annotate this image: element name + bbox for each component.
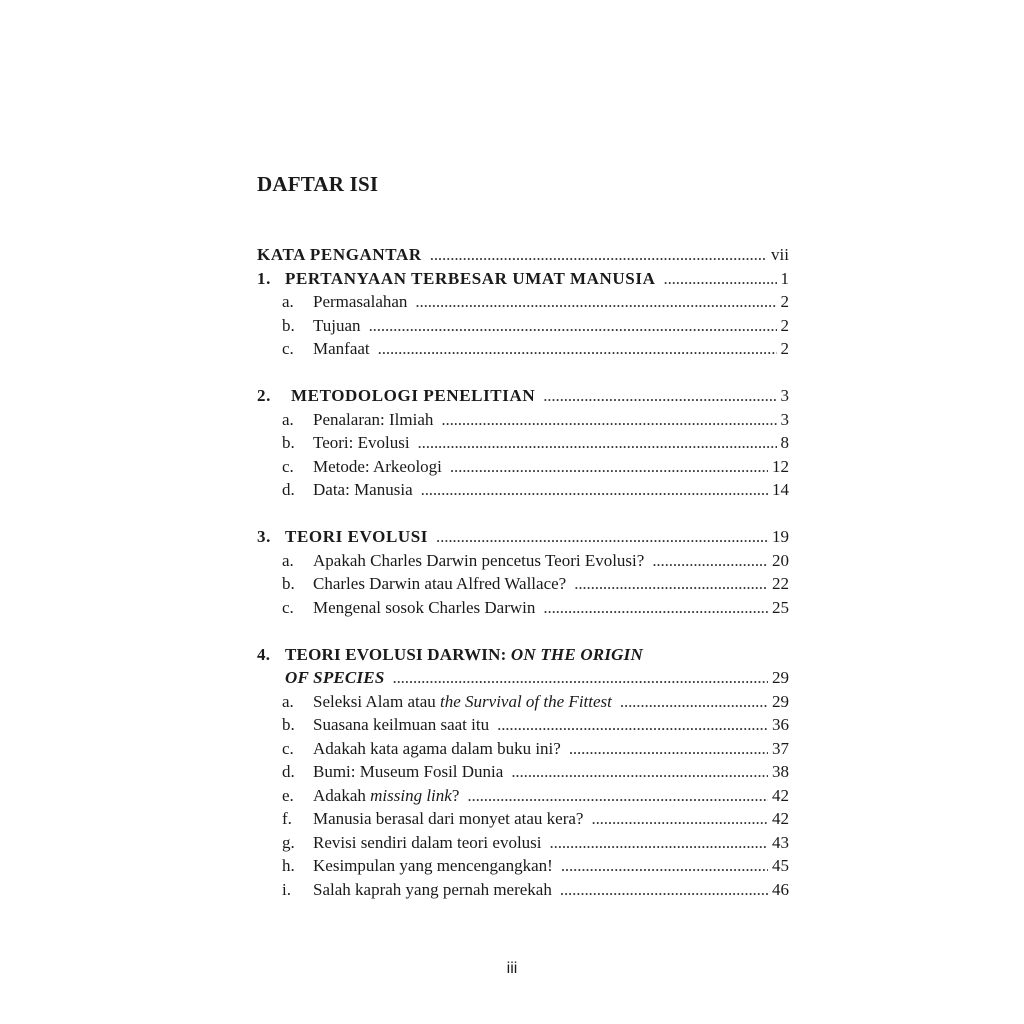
dot-leader bbox=[436, 527, 768, 547]
toc-chapter-2[interactable] bbox=[257, 386, 789, 410]
toc-page-number: 3 bbox=[780, 409, 789, 429]
toc-entry-label-italic: OF SPECIES bbox=[285, 668, 385, 687]
toc-page-number: 42 bbox=[772, 809, 789, 828]
table-of-contents bbox=[257, 245, 789, 903]
toc-page-number: 38 bbox=[772, 762, 789, 781]
dot-leader bbox=[369, 316, 777, 336]
subentry-letter: c. bbox=[282, 456, 294, 476]
toc-subentry[interactable] bbox=[257, 762, 789, 786]
section-spacer bbox=[257, 621, 789, 645]
toc-entry-label: Apakah Charles Darwin pencetus Teori Evolusi? bbox=[313, 550, 645, 570]
chapter-number: 2. bbox=[257, 386, 271, 405]
subentry-letter: c. bbox=[282, 339, 294, 358]
dot-leader bbox=[543, 598, 768, 618]
toc-entry-label: Charles Darwin atau Alfred Wallace? bbox=[313, 574, 567, 593]
toc-subentry[interactable] bbox=[257, 715, 789, 739]
toc-entry-label: Mengenal sosok Charles Darwin bbox=[313, 597, 536, 617]
dot-leader bbox=[560, 880, 768, 900]
page-title: DAFTAR ISI bbox=[257, 172, 379, 196]
toc-page-number: 29 bbox=[772, 691, 789, 711]
toc-subentry[interactable] bbox=[257, 833, 789, 857]
toc-subentry[interactable] bbox=[257, 692, 789, 716]
toc-subentry[interactable] bbox=[257, 457, 789, 481]
page-number-footer: iii bbox=[506, 960, 518, 977]
toc-subentry[interactable] bbox=[257, 786, 789, 810]
toc-page-number: 42 bbox=[772, 785, 789, 805]
toc-page-number: 37 bbox=[772, 738, 789, 758]
dot-leader bbox=[663, 269, 776, 289]
toc-chapter-4[interactable] bbox=[257, 645, 789, 669]
toc-subentry[interactable] bbox=[257, 574, 789, 598]
subentry-letter: h. bbox=[282, 856, 295, 875]
toc-entry-label: Metode: Arkeologi bbox=[313, 456, 442, 476]
toc-subentry[interactable] bbox=[257, 856, 789, 880]
toc-subentry[interactable] bbox=[257, 339, 789, 363]
toc-subentry[interactable] bbox=[257, 809, 789, 833]
dot-leader bbox=[569, 739, 768, 759]
subentry-letter: i. bbox=[282, 879, 291, 899]
toc-entry-label: Manfaat bbox=[313, 339, 370, 358]
toc-entry-label: Suasana keilmuan saat itu bbox=[313, 715, 490, 734]
chapter-number: 3. bbox=[257, 527, 271, 546]
toc-entry-label: KATA PENGANTAR bbox=[257, 245, 422, 264]
toc-entry-label-roman: Adakah bbox=[313, 785, 371, 805]
toc-page-number: 43 bbox=[772, 832, 789, 852]
toc-page-number: vii bbox=[771, 245, 789, 264]
dot-leader bbox=[652, 551, 768, 571]
toc-page-number: 8 bbox=[780, 433, 789, 452]
toc-page-number: 19 bbox=[772, 527, 789, 546]
subentry-letter: d. bbox=[282, 762, 295, 781]
toc-subentry[interactable] bbox=[257, 480, 789, 504]
subentry-letter: a. bbox=[282, 691, 294, 711]
subentry-letter: b. bbox=[282, 574, 295, 593]
toc-entry-label: Salah kaprah yang pernah merekah bbox=[313, 879, 552, 899]
dot-leader bbox=[497, 715, 768, 735]
dot-leader bbox=[550, 833, 768, 853]
toc-page-number: 22 bbox=[772, 574, 789, 593]
subentry-letter: b. bbox=[282, 433, 295, 452]
toc-chapter-3[interactable] bbox=[257, 527, 789, 551]
toc-subentry[interactable] bbox=[257, 551, 789, 575]
toc-page-number: 14 bbox=[772, 480, 789, 499]
chapter-number: 4. bbox=[257, 644, 271, 664]
toc-subentry[interactable] bbox=[257, 598, 789, 622]
toc-entry-label-roman: TEORI EVOLUSI DARWIN: bbox=[285, 644, 511, 664]
toc-subentry[interactable] bbox=[257, 880, 789, 904]
subentry-letter: g. bbox=[282, 832, 295, 852]
dot-leader bbox=[421, 480, 768, 500]
subentry-letter: c. bbox=[282, 597, 294, 617]
toc-entry-label: Penalaran: Ilmiah bbox=[313, 409, 434, 429]
dot-leader bbox=[418, 433, 777, 453]
toc-page-number: 45 bbox=[772, 856, 789, 875]
toc-entry-label: Kesimpulan yang mencengangkan! bbox=[313, 856, 553, 875]
toc-page-number: 20 bbox=[772, 550, 789, 570]
toc-entry-label bbox=[285, 645, 643, 665]
toc-entry-label-suffix: ? bbox=[451, 785, 460, 805]
chapter-number: 1. bbox=[257, 268, 271, 288]
toc-entry-label-italic: the Survival of the Fittest bbox=[440, 691, 612, 711]
toc-entry-label: Teori: Evolusi bbox=[313, 433, 410, 452]
toc-page-number: 3 bbox=[780, 386, 789, 405]
subentry-letter: d. bbox=[282, 480, 295, 499]
dot-leader bbox=[378, 339, 777, 359]
dot-leader bbox=[392, 668, 768, 688]
toc-entry-kata-pengantar[interactable] bbox=[257, 245, 789, 269]
toc-entry-label: METODOLOGI PENELITIAN bbox=[291, 386, 536, 405]
subentry-letter: f. bbox=[282, 809, 292, 828]
toc-entry-label-italic: ON THE ORIGIN bbox=[510, 644, 643, 664]
toc-entry-label: PERTANYAAN TERBESAR UMAT MANUSIA bbox=[285, 268, 656, 288]
toc-entry-label: Revisi sendiri dalam teori evolusi bbox=[313, 832, 542, 852]
dot-leader bbox=[591, 809, 768, 829]
toc-page-number: 2 bbox=[780, 315, 789, 335]
dot-leader bbox=[441, 410, 776, 430]
toc-chapter-4-continuation[interactable] bbox=[257, 668, 789, 692]
toc-page-number: 25 bbox=[772, 597, 789, 617]
subentry-letter: a. bbox=[282, 409, 294, 429]
subentry-letter: c. bbox=[282, 738, 294, 758]
dot-leader bbox=[574, 574, 768, 594]
toc-page-number: 2 bbox=[780, 339, 789, 358]
toc-page-number: 36 bbox=[772, 715, 789, 734]
toc-page-number: 29 bbox=[772, 668, 789, 687]
toc-entry-label: Permasalahan bbox=[313, 292, 408, 311]
toc-page-number: 1 bbox=[780, 268, 789, 288]
toc-subentry[interactable] bbox=[257, 739, 789, 763]
toc-entry-label: Data: Manusia bbox=[313, 480, 413, 499]
toc-page-number: 46 bbox=[772, 879, 789, 899]
toc-entry-label bbox=[313, 692, 612, 712]
toc-entry-label bbox=[313, 786, 459, 806]
subentry-letter: b. bbox=[282, 315, 295, 335]
toc-entry-label-roman: Seleksi Alam atau bbox=[313, 691, 441, 711]
toc-page-number: 12 bbox=[772, 456, 789, 476]
section-spacer bbox=[257, 363, 789, 387]
toc-entry-label: TEORI EVOLUSI bbox=[285, 527, 429, 546]
toc-entry-label: Manusia berasal dari monyet atau kera? bbox=[313, 809, 584, 828]
dot-leader bbox=[415, 292, 776, 312]
toc-subentry[interactable] bbox=[257, 433, 789, 457]
toc-subentry[interactable] bbox=[257, 292, 789, 316]
subentry-letter: b. bbox=[282, 715, 295, 734]
dot-leader bbox=[511, 762, 768, 782]
dot-leader bbox=[620, 692, 768, 712]
toc-subentry[interactable] bbox=[257, 410, 789, 434]
section-spacer bbox=[257, 504, 789, 528]
toc-chapter-1[interactable] bbox=[257, 269, 789, 293]
toc-subentry[interactable] bbox=[257, 316, 789, 340]
subentry-letter: a. bbox=[282, 550, 294, 570]
toc-entry-label: Adakah kata agama dalam buku ini? bbox=[313, 738, 561, 758]
toc-entry-label: Bumi: Museum Fosil Dunia bbox=[313, 762, 504, 781]
toc-page-number: 2 bbox=[780, 292, 789, 311]
toc-entry-label-italic: missing link bbox=[370, 785, 452, 805]
dot-leader bbox=[467, 786, 768, 806]
dot-leader bbox=[561, 856, 768, 876]
toc-entry-label: Tujuan bbox=[313, 315, 361, 335]
subentry-letter: e. bbox=[282, 785, 294, 805]
subentry-letter: a. bbox=[282, 292, 294, 311]
dot-leader bbox=[450, 457, 768, 477]
dot-leader bbox=[543, 386, 776, 406]
dot-leader bbox=[430, 245, 767, 265]
